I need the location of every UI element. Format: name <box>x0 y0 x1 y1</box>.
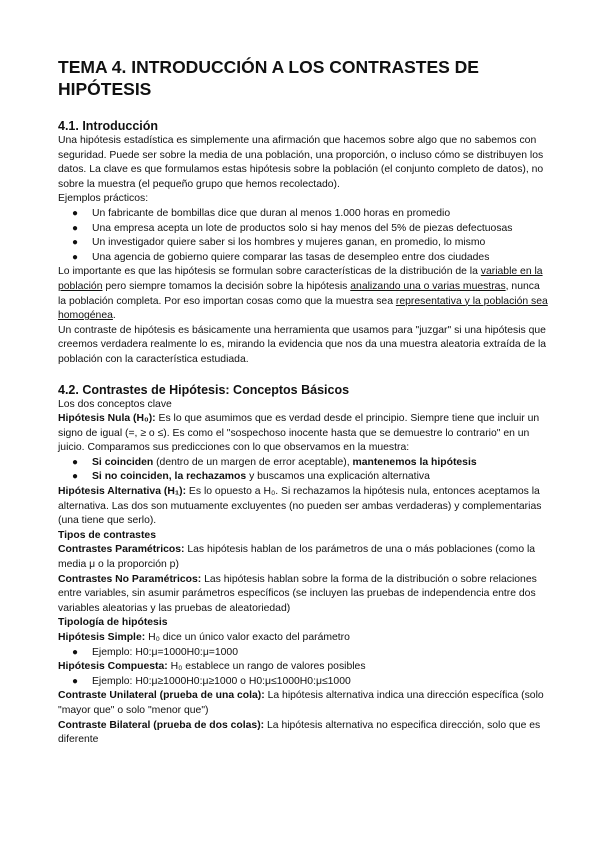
list-item: ● Una agencia de gobierno quiere comparar las tasas de desempleo entre dos ciudades <box>58 251 548 266</box>
contraste-paragraph: Un contraste de hipótesis es básicamente una herramienta que usamos para "juzgar" si una hipótesis que creemos verdadera realmente lo es, mirando la evidencia que nos da una muestra aleatoria extraída de la población con la característica estudiada. <box>58 324 547 365</box>
examples-list <box>58 207 548 265</box>
underlined-text: variable en la población <box>58 266 543 292</box>
underlined-text: analizando una o varias muestras <box>350 280 506 292</box>
hypothesis-paragraph: Lo importante es que las hipótesis se formulan sobre características de la distribución de la variable en la población pero siempre tomamos la decisión sobre la hipótesis analizando una o varias muestras, nunca la población completa. Por eso importan cosas como que la muestra sea representativa y la población sea homogénea. <box>58 266 548 322</box>
bullet-icon: ● <box>72 237 79 249</box>
list-item: ● Un fabricante de bombillas dice que duran al menos 1.000 horas en promedio <box>58 207 548 222</box>
h1-definition: Hipótesis Alternativa (H₁): Es lo opuesto a H₀. Si rechazamos la hipótesis nula, entonces aceptamos la alternativa. Las dos son mutuamente excluyentes (no pueden ser ambas verdaderas) y complementarias (una tiene que serlo). <box>58 486 542 527</box>
unilateral-definition: Contraste Unilateral (prueba de una cola): La hipótesis alternativa indica una dirección específica (solo "mayor que" o solo "menor que") <box>58 690 544 716</box>
section-heading-introduccion: 4.1. Introducción <box>58 119 159 133</box>
h0-definition: Hipótesis Nula (H₀): Es lo que asumimos que es verdad desde el principio. Siempre tiene que incluir un signo de igual (=, ≥ o ≤). Es como el "sospechoso inocente hasta que se demuestre lo contrario" en un juicio. Comparamos sus predicciones con lo que observamos en la muestra: <box>58 413 540 454</box>
ejemplos-label: Ejemplos prácticos: <box>58 193 149 205</box>
list-item: ● Si coinciden (dentro de un margen de error aceptable), mantenemos la hipótesis <box>58 456 548 471</box>
bullet-icon: ● <box>72 471 79 483</box>
bullet-icon: ● <box>72 222 79 234</box>
list-item: ● Una empresa acepta un lote de productos solo si hay menos del 5% de piezas defectuosas <box>58 222 548 237</box>
compuesta-example-list <box>58 675 548 690</box>
simple-definition: Hipótesis Simple: H₀ dice un único valor exacto del parámetro <box>58 632 350 643</box>
list-item: ● Si no coinciden, la rechazamos y buscamos una explicación alternativa <box>58 470 548 485</box>
bilateral-definition: Contraste Bilateral (prueba de dos colas): La hipótesis alternativa no especifica dirección, solo que es diferente <box>58 719 541 746</box>
h0-bullets <box>58 456 548 485</box>
underlined-text: representativa y la población sea homogénea <box>58 295 548 322</box>
document-page <box>58 56 548 748</box>
page-title: TEMA 4. INTRODUCCIÓN A LOS CONTRASTES DE HIPÓTESIS <box>58 57 479 99</box>
bullet-icon: ● <box>72 675 79 687</box>
bullet-icon: ● <box>72 646 79 658</box>
compuesta-definition: Hipótesis Compuesta: H₀ establece un rango de valores posibles <box>58 661 366 673</box>
no-parametricos-definition: Contrastes No Paramétricos: Las hipótesis hablan sobre la forma de la distribución o sobre relaciones entre variables, sin asumir parámetros específicos (se incluyen las pruebas de independencia entre dos variables aleatorias y las pruebas de aleatoriedad) <box>58 573 537 614</box>
bullet-icon: ● <box>72 456 79 468</box>
bullet-icon: ● <box>72 207 79 219</box>
list-item: ● Ejemplo: H0:μ=1000H0:μ=1000 <box>58 646 548 661</box>
section-heading-conceptos: 4.2. Contrastes de Hipótesis: Conceptos Básicos <box>58 382 350 397</box>
list-item: ● Ejemplo: H0:μ≥1000H0:μ≥1000 o H0:μ≤1000H0:μ≤1000 <box>58 675 548 690</box>
tipos-heading: Tipos de contrastes <box>58 529 156 541</box>
bullet-icon: ● <box>72 251 79 263</box>
simple-example-list <box>58 646 548 661</box>
parametricos-definition: Contrastes Paramétricos: Las hipótesis hablan de los parámetros de una o más poblaciones (como la media μ o la proporción p) <box>58 544 536 571</box>
tipologia-heading: Tipología de hipótesis <box>58 617 168 629</box>
intro-paragraph: Una hipótesis estadística es simplemente una afirmación que hacemos sobre algo que no sabemos con seguridad. Puede ser sobre la media de una población, una proporción, o incluso cómo se distribuyen los datos. La clave es que formulamos estas hipótesis sobre la población (el conjunto completo de datos), no sobre la muestra (el pequeño grupo que hemos recolectado). <box>58 135 544 190</box>
conceptos-intro: Los dos conceptos clave <box>58 398 172 410</box>
list-item: ● Un investigador quiere saber si los hombres y mujeres ganan, en promedio, lo mismo <box>58 236 548 251</box>
